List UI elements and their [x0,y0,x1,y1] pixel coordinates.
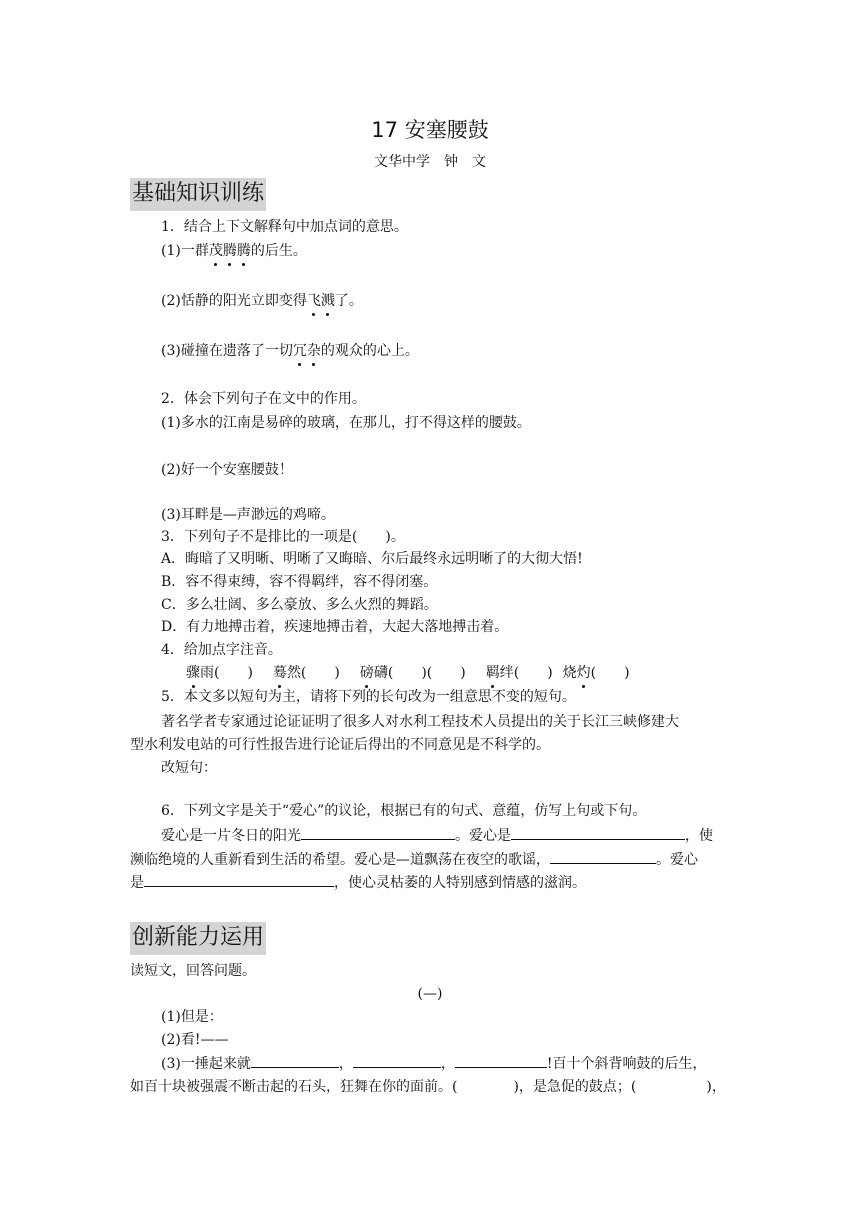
dotted-char: 杂 [306,343,321,359]
q3-option-b: B．容不得束缚，容不得羁绊，容不得闭塞。 [161,574,438,590]
dotted-char: 溅 [320,293,335,309]
answer-blank[interactable] [511,825,685,840]
q6-stem: 6．下列文字是关于“爱心”的议论，根据已有的句式、意蕴，仿写上句或下句。 [161,803,647,819]
q1-item-2: (2)恬静的阳光立即变得飞溅了。 [161,293,363,309]
author-name-1: 钟 [444,154,458,170]
q4-stem: 4．给加点字注音。 [161,642,282,658]
q2-item-2: (2)好一个安塞腰鼓！ [161,462,293,478]
q2-item-1: (1)多水的江南是易碎的玻璃，在那儿，打不得这样的腰鼓。 [161,415,531,431]
answer-blank[interactable] [353,1053,441,1068]
answer-blank[interactable] [550,849,656,864]
q3-option-a: A．晦暗了又明晰、明晰了又晦暗、尔后最终永远明晰了的大彻大悟! [161,551,583,567]
dotted-char: 冗 [292,343,307,359]
q1-stem: 1．结合上下文解释句中加点词的意思。 [161,219,408,235]
q3-option-d: D．有力地搏击着，疾速地搏击着，大起大落地搏击着。 [161,619,509,635]
dotted-char: 茂 [208,243,223,259]
dotted-char: 骤 [186,665,200,681]
author-line [0,151,860,171]
author-name-2: 文 [472,154,486,170]
dotted-char: 腾 [236,243,251,259]
q5-answer-label: 改短句： [161,760,217,776]
school-name: 文华中学 [374,154,430,170]
dotted-char: 灼 [576,665,591,681]
q5-passage-line-1: 著名学者专家通过论证证明了很多人对水利工程技术人员提出的关于长江三峡修建大 [161,714,679,730]
reading-item-1: (1)但是： [161,1009,223,1025]
dotted-char: 蓦 [272,665,287,681]
reading-item-2: (2)看!—— [161,1032,229,1048]
reading-item-3-cont: 如百十块被强震不断击起的石头，狂舞在你的面前。( )，是急促的鼓点；( )， [130,1079,726,1095]
q3-option-c: C．多么壮阔、多么豪放、多么火烈的舞蹈。 [161,597,438,613]
answer-blank[interactable] [301,825,455,840]
q6-line-2: 濒临绝境的人重新看到生活的希望。爱心是—道飘荡在夜空的歌谣， 。爱心 [130,849,698,870]
q5-stem: 5．本文多以短句为主，请将下列的长句改为一组意思不变的短句。 [161,689,576,705]
q3-stem: 3．下列句子不是排比的一项是( )。 [161,529,405,545]
answer-blank[interactable] [455,1053,547,1068]
answer-blank[interactable] [251,1053,339,1068]
answer-blank[interactable] [144,872,334,887]
q2-item-3: (3)耳畔是—声渺远的鸡啼。 [161,507,335,523]
section-heading-innovation: 创新能力运用 [130,922,266,955]
q6-line-3: 是 ，使心灵枯萎的人特别感到情感的滋润。 [130,872,586,893]
dotted-char: 羁 [485,665,500,681]
q2-stem: 2．体会下列句子在文中的作用。 [161,391,366,407]
q5-passage-line-2: 型水利发电站的可行性报告进行论证后得出的不同意见是不科学的。 [130,737,550,753]
dotted-char: 飞 [306,293,321,309]
reading-item-3: (3)一捶起来就 ， ， !百十个斜背响鼓的后生， [161,1053,706,1074]
dotted-char: 磅 [359,665,374,681]
page-title: 17 安塞腰鼓 [371,118,489,142]
q1-item-1: (1)一群茂腾腾的后生。 [161,243,307,259]
section-heading-basics: 基础知识训练 [130,178,266,211]
reading-intro: 读短文，回答问题。 [130,963,256,979]
q4-words: 骤雨( ) 蓦然( ) 磅礴( )( ) 羁绊( ) 烧灼( ) [186,665,630,681]
reading-part-label: (—) [417,986,443,1002]
q1-item-3: (3)碰撞在遗落了一切冗杂的观众的心上。 [161,343,419,359]
q6-line-1: 爱心是一片冬日的阳光 。爱心是 ，使 [161,825,713,846]
dotted-char: 腾 [222,243,237,259]
